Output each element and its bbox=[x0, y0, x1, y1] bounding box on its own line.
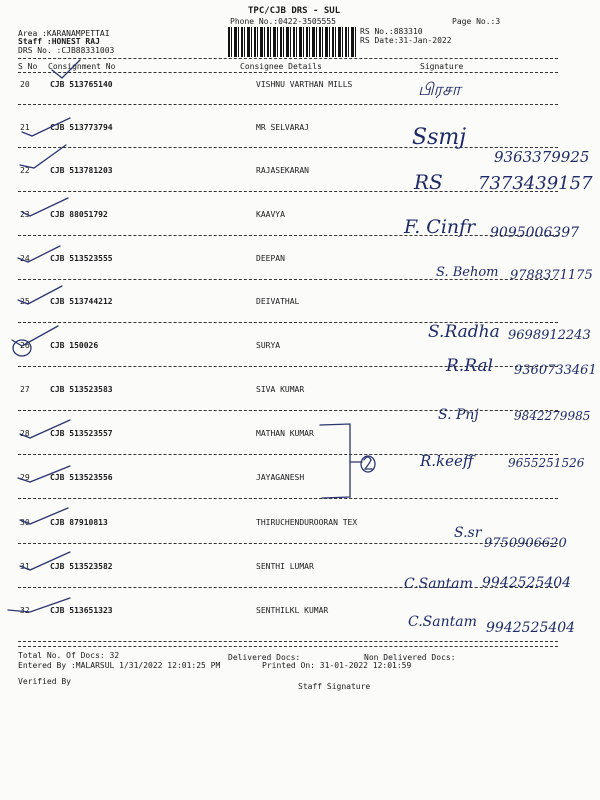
row-consignee: SENTHI LUMAR bbox=[256, 562, 314, 571]
row-consignment: CJB 513773794 bbox=[50, 123, 113, 132]
phone-handwritten: 9942525404 bbox=[482, 575, 572, 591]
signature: Ssmj bbox=[412, 125, 467, 150]
circled-number bbox=[13, 340, 31, 356]
signature: R.Ral bbox=[446, 356, 493, 376]
tick-mark bbox=[22, 198, 68, 216]
delivered-docs: Delivered Docs: bbox=[228, 653, 301, 662]
row-consignee: JAYAGANESH bbox=[256, 473, 305, 482]
tick-mark bbox=[20, 145, 66, 168]
row-consignment: CJB 513523555 bbox=[50, 254, 113, 263]
signature: S. Behom bbox=[436, 265, 499, 280]
row-sno: 24 bbox=[20, 254, 30, 263]
circled-two bbox=[364, 457, 372, 469]
non-delivered-docs: Non Delivered Docs: bbox=[364, 653, 456, 662]
signature: S.Radha bbox=[428, 322, 500, 342]
phone-handwritten: 9363379925 bbox=[494, 148, 590, 166]
footer-divider bbox=[18, 646, 558, 647]
row-consignee: RAJASEKARAN bbox=[256, 166, 309, 175]
tick-mark bbox=[20, 552, 70, 570]
row-sno: 29 bbox=[20, 473, 30, 482]
column-signature: Signature bbox=[420, 62, 464, 71]
row-sno: 27 bbox=[20, 385, 30, 394]
total-docs: Total No. Of Docs: 32 bbox=[18, 651, 120, 660]
column-sno: S No bbox=[18, 62, 38, 71]
row-sno: 26 bbox=[20, 341, 30, 350]
row-consignee: MATHAN KUMAR bbox=[256, 429, 314, 438]
signature: RS bbox=[414, 170, 443, 194]
signature: S. Pnj bbox=[438, 407, 479, 423]
row-consignment: CJB 88051792 bbox=[50, 210, 108, 219]
page-number: Page No.:3 bbox=[452, 17, 501, 26]
row-consignee: KAAVYA bbox=[256, 210, 285, 219]
row-consignment: CJB 513523582 bbox=[50, 562, 113, 571]
signature: F. Cinfr bbox=[404, 216, 476, 238]
row-consignment: CJB 150026 bbox=[50, 341, 99, 350]
phone-handwritten: 9655251526 bbox=[508, 456, 585, 470]
row-consignee: DEIVATHAL bbox=[256, 297, 300, 306]
signature: பிரசா bbox=[418, 80, 461, 100]
row-sno: 21 bbox=[20, 123, 30, 132]
column-consignee: Consignee Details bbox=[240, 62, 322, 71]
phone-handwritten: 9788371175 bbox=[510, 268, 593, 283]
row-consignee: THIRUCHENDUROORAN TEX bbox=[256, 518, 358, 527]
tick-mark bbox=[18, 246, 60, 262]
staff-label: Staff :HONEST RAJ bbox=[18, 37, 100, 46]
row-consignee: MR SELVARAJ bbox=[256, 123, 309, 132]
row-sno: 32 bbox=[20, 606, 30, 615]
document-title: TPC/CJB DRS - SUL bbox=[248, 6, 341, 16]
row-sno: 22 bbox=[20, 166, 30, 175]
rs-date: RS Date:31-Jan-2022 bbox=[360, 36, 452, 45]
staff-signature: Staff Signature bbox=[298, 682, 371, 691]
row-consignment: CJB 513523557 bbox=[50, 429, 113, 438]
phone-handwritten: 7373439157 bbox=[478, 173, 593, 194]
row-consignee: SENTHILKL KUMAR bbox=[256, 606, 329, 615]
row-sno: 28 bbox=[20, 429, 30, 438]
phone-handwritten: 9360733461 bbox=[514, 363, 597, 378]
row-sno: 23 bbox=[20, 210, 30, 219]
printed-on: Printed On: 31-01-2022 12:01:59 bbox=[262, 661, 412, 670]
phone-number: Phone No.:0422-3505555 bbox=[230, 17, 336, 26]
row-consignment: CJB 513744212 bbox=[50, 297, 113, 306]
phone-handwritten: 9095006397 bbox=[490, 225, 580, 241]
column-consignment: Consignment No bbox=[48, 62, 116, 71]
signature: R.keeff bbox=[420, 452, 474, 470]
tick-mark bbox=[52, 60, 80, 78]
row-consignment: CJB 87910813 bbox=[50, 518, 108, 527]
tick-mark bbox=[18, 286, 62, 304]
phone-handwritten: 9750906620 bbox=[484, 536, 567, 551]
bracket bbox=[320, 424, 350, 498]
row-consignment: CJB 513765140 bbox=[50, 80, 113, 89]
row-consignment: CJB 513523583 bbox=[50, 385, 113, 394]
row-sno: 30 bbox=[20, 518, 30, 527]
row-sno: 31 bbox=[20, 562, 30, 571]
tick-mark bbox=[20, 508, 68, 524]
phone-handwritten: 9842279985 bbox=[514, 409, 591, 423]
tick-mark bbox=[22, 118, 70, 136]
row-consignee: DEEPAN bbox=[256, 254, 285, 263]
row-sno: 20 bbox=[20, 80, 30, 89]
rs-number: RS No.:883310 bbox=[360, 27, 423, 36]
verified-by: Verified By bbox=[18, 677, 71, 686]
entered-by: Entered By :MALARSUL 1/31/2022 12:01:25 PM bbox=[18, 661, 221, 670]
tick-mark bbox=[20, 420, 70, 438]
row-consignment: CJB 513651323 bbox=[50, 606, 113, 615]
row-consignee: SURYA bbox=[256, 341, 281, 350]
tick-mark bbox=[18, 466, 70, 482]
signature: C.Santam bbox=[404, 576, 473, 592]
row-consignment: CJB 513781203 bbox=[50, 166, 113, 175]
row-sno: 25 bbox=[20, 297, 30, 306]
row-consignee: VISHNU VARTHAN MILLS bbox=[256, 80, 353, 89]
signature: C.Santam bbox=[408, 614, 477, 630]
phone-handwritten: 9698912243 bbox=[508, 328, 591, 343]
tick-mark bbox=[12, 326, 58, 346]
tick-mark bbox=[8, 598, 70, 612]
signature: S.sr bbox=[454, 525, 482, 541]
phone-handwritten: 9942525404 bbox=[486, 620, 576, 636]
row-consignee: SIVA KUMAR bbox=[256, 385, 305, 394]
row-consignment: CJB 513523556 bbox=[50, 473, 113, 482]
area-label: Area :KARANAMPETTAI bbox=[18, 29, 110, 38]
drs-number: DRS No. :CJB88331003 bbox=[18, 46, 115, 55]
